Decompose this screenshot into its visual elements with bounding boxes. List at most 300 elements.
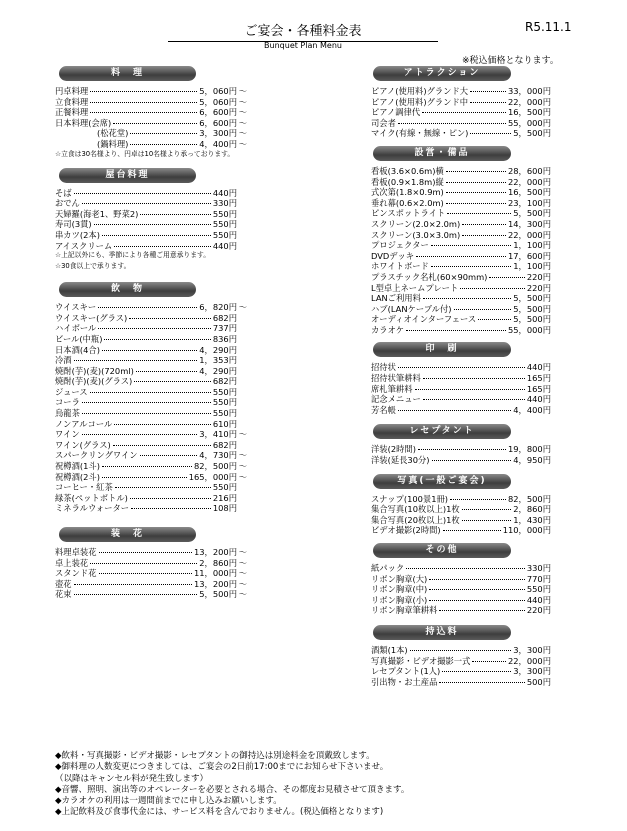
item-name: コーラ bbox=[55, 397, 80, 408]
price-row bbox=[55, 117, 247, 128]
price-row bbox=[371, 207, 551, 218]
dot-leader bbox=[129, 318, 211, 319]
price-from-mark: ～ bbox=[238, 117, 247, 128]
dot-leader bbox=[472, 661, 506, 662]
price-from-mark: ～ bbox=[238, 86, 247, 96]
price-row bbox=[55, 85, 247, 96]
price-from-mark: ～ bbox=[238, 138, 247, 149]
price-row bbox=[371, 250, 551, 261]
item-price: 11，000円 bbox=[194, 568, 237, 579]
dot-leader bbox=[439, 682, 524, 683]
price-row bbox=[371, 303, 551, 314]
menu-section bbox=[371, 342, 551, 414]
dot-leader bbox=[98, 307, 197, 308]
page-subtitle: Bunquet Plan Menu bbox=[264, 41, 342, 50]
item-name: ワイン(グラス) bbox=[55, 439, 111, 450]
item-price: 440円 bbox=[212, 240, 237, 251]
item-price: 33，000円 bbox=[508, 86, 551, 96]
item-name: カラオケ bbox=[371, 324, 405, 335]
item-name: (松花堂) bbox=[97, 128, 129, 139]
price-row bbox=[55, 208, 247, 219]
section-header: 飲 物 bbox=[59, 282, 196, 297]
dot-leader bbox=[398, 123, 506, 124]
price-row bbox=[371, 96, 551, 107]
item-name: ビデオ撮影(2時間) bbox=[371, 525, 441, 536]
dot-leader bbox=[99, 552, 193, 553]
dot-leader bbox=[446, 182, 506, 183]
item-name: 看板(3.6×0.6m)横 bbox=[371, 165, 444, 176]
item-name: 紙パック bbox=[371, 563, 405, 573]
item-name: 料理卓装花 bbox=[55, 547, 97, 557]
dot-leader bbox=[478, 319, 511, 320]
price-row bbox=[55, 138, 247, 149]
dot-leader bbox=[429, 600, 525, 601]
item-price: 55，000円 bbox=[508, 117, 551, 128]
price-row bbox=[371, 239, 551, 250]
price-from-mark: ～ bbox=[238, 107, 247, 118]
price-row bbox=[371, 583, 551, 594]
dot-leader bbox=[447, 213, 511, 214]
item-price: 440円 bbox=[526, 362, 551, 373]
dot-leader bbox=[462, 235, 506, 236]
price-row bbox=[371, 524, 551, 535]
price-row bbox=[55, 449, 247, 460]
item-price: 1，100円 bbox=[513, 261, 551, 272]
item-name: ピアノ(使用料)グランド中 bbox=[371, 96, 469, 107]
price-row bbox=[55, 502, 247, 513]
dot-leader bbox=[432, 460, 512, 461]
dot-leader bbox=[398, 367, 525, 368]
menu-section bbox=[55, 66, 315, 160]
item-name: ワイン bbox=[55, 429, 80, 440]
price-row bbox=[55, 240, 247, 251]
item-price: 330円 bbox=[212, 198, 237, 209]
dot-leader bbox=[470, 91, 506, 92]
section-note: ☆上記以外にも、季節により各種ご用意承ります。 bbox=[55, 251, 211, 260]
dot-leader bbox=[460, 288, 525, 289]
item-name: アイスクリーム bbox=[55, 240, 113, 251]
item-name: 烏龍茶 bbox=[55, 408, 80, 419]
dot-leader bbox=[140, 455, 198, 456]
item-name: 焼酎(芋)(麦)(グラス) bbox=[55, 376, 133, 387]
item-name: おでん bbox=[55, 198, 80, 209]
item-name: レセプタント(1人) bbox=[371, 666, 441, 677]
section-header: 設営・備品 bbox=[373, 146, 511, 161]
item-price: 14，300円 bbox=[508, 218, 551, 229]
price-row bbox=[371, 127, 551, 138]
price-row bbox=[55, 106, 247, 117]
price-row bbox=[371, 604, 551, 615]
item-price: 22，000円 bbox=[508, 655, 551, 666]
price-row bbox=[371, 644, 551, 655]
item-price: 55，000円 bbox=[508, 324, 551, 335]
item-price: 1，430円 bbox=[513, 514, 551, 525]
item-price: 108円 bbox=[212, 503, 237, 514]
item-price: 22，000円 bbox=[508, 96, 551, 107]
dot-leader bbox=[90, 563, 197, 564]
dot-leader bbox=[416, 256, 506, 257]
dot-leader bbox=[99, 573, 193, 574]
dot-leader bbox=[470, 133, 511, 134]
item-name: 洋装(2時間) bbox=[371, 444, 416, 455]
price-row bbox=[55, 492, 247, 503]
price-row bbox=[55, 365, 247, 376]
price-row bbox=[371, 292, 551, 303]
item-name: 招待状筆耕料 bbox=[371, 373, 421, 384]
price-row bbox=[55, 312, 247, 323]
price-row bbox=[55, 127, 247, 138]
dot-leader bbox=[462, 224, 506, 225]
item-name: ハブ(LANケーブル付) bbox=[371, 303, 452, 314]
item-name: ピンスポットライト bbox=[371, 208, 446, 219]
item-name: プロジェクター bbox=[371, 240, 429, 251]
price-from-mark: ～ bbox=[238, 578, 247, 589]
dot-leader bbox=[74, 594, 198, 595]
item-name: 冷酒 bbox=[55, 355, 72, 366]
item-name: スナップ(100景1冊) bbox=[371, 493, 449, 504]
price-row bbox=[55, 322, 247, 333]
item-name: 洋装(延長30分) bbox=[371, 455, 430, 466]
price-row bbox=[371, 282, 551, 293]
section-header: 印 刷 bbox=[373, 342, 511, 357]
price-row bbox=[55, 481, 247, 492]
dot-leader bbox=[442, 671, 511, 672]
dot-leader bbox=[74, 193, 211, 194]
right-column bbox=[371, 66, 551, 686]
dot-leader bbox=[130, 144, 197, 145]
price-row bbox=[55, 460, 247, 471]
item-name: コーヒー・紅茶 bbox=[55, 482, 113, 493]
item-price: 6，600円 bbox=[199, 107, 237, 118]
price-from-mark: ～ bbox=[238, 547, 247, 557]
left-column bbox=[55, 66, 315, 599]
menu-section bbox=[371, 625, 551, 686]
item-name: ピアノ(使用料)グランド大 bbox=[371, 86, 469, 96]
price-from-mark: ～ bbox=[238, 302, 247, 313]
dot-leader bbox=[429, 579, 525, 580]
price-row bbox=[371, 117, 551, 128]
price-row bbox=[371, 514, 551, 525]
dot-leader bbox=[439, 610, 524, 611]
footer-line: ◆飲料・写真撮影・ビデオ撮影・レセプタントの御持込は別途料金を頂戴致します。 bbox=[55, 751, 375, 761]
section-header: 料 理 bbox=[59, 66, 196, 81]
menu-section bbox=[371, 66, 551, 138]
item-name: 酒類(1本) bbox=[371, 644, 408, 655]
price-row bbox=[55, 197, 247, 208]
dot-leader bbox=[423, 378, 525, 379]
item-name: ピアノ調律代 bbox=[371, 107, 421, 118]
dot-leader bbox=[415, 389, 525, 390]
item-price: 165円 bbox=[526, 373, 551, 384]
price-from-mark: ～ bbox=[238, 128, 247, 139]
item-name: 垂れ幕(0.6×2.0m) bbox=[371, 197, 444, 208]
price-row bbox=[55, 578, 247, 589]
dot-leader bbox=[130, 498, 211, 499]
item-name: 壺花 bbox=[55, 578, 72, 589]
price-row bbox=[371, 106, 551, 117]
item-price: 4，950円 bbox=[513, 455, 551, 466]
price-row bbox=[371, 454, 551, 465]
price-row bbox=[371, 165, 551, 176]
item-price: 6，820円 bbox=[199, 302, 237, 313]
item-name: ビール(中瓶) bbox=[55, 333, 103, 344]
item-name: 写真撮影・ビデオ撮影一式 bbox=[371, 655, 471, 666]
item-price: 682円 bbox=[212, 312, 237, 323]
item-name: そば bbox=[55, 187, 72, 198]
dot-leader bbox=[113, 445, 211, 446]
price-row bbox=[371, 85, 551, 96]
item-price: 770円 bbox=[526, 573, 551, 584]
price-row bbox=[371, 665, 551, 676]
item-name: オーディオインターフェース bbox=[371, 314, 477, 325]
section-note: ☆30食以上で承ります。 bbox=[55, 262, 131, 271]
section-header: 持込料 bbox=[373, 625, 511, 640]
section-header: 装 花 bbox=[59, 527, 196, 542]
item-price: 165，000円 bbox=[188, 471, 237, 482]
price-row bbox=[55, 187, 247, 198]
price-row bbox=[371, 186, 551, 197]
price-row bbox=[55, 386, 247, 397]
section-header: 屋台料理 bbox=[59, 168, 196, 183]
menu-section bbox=[371, 474, 551, 535]
item-name: マイク(有線・無線・ピン) bbox=[371, 128, 469, 139]
price-row bbox=[371, 271, 551, 282]
item-price: 220円 bbox=[526, 605, 551, 616]
item-name: 引出物・お土産品 bbox=[371, 676, 438, 687]
item-price: 550円 bbox=[212, 397, 237, 408]
dot-leader bbox=[423, 399, 525, 400]
item-name: 緑茶(ペットボトル) bbox=[55, 492, 128, 503]
item-name: 天婦羅(海老1、野菜2) bbox=[55, 208, 139, 219]
price-row bbox=[371, 503, 551, 514]
item-name: リボン胸章(中) bbox=[371, 584, 428, 595]
item-price: 610円 bbox=[212, 418, 237, 429]
item-name: DVDデッキ bbox=[371, 250, 415, 261]
item-price: 550円 bbox=[212, 219, 237, 230]
dot-leader bbox=[90, 102, 197, 103]
item-price: 5，060円 bbox=[199, 96, 237, 107]
item-price: 330円 bbox=[526, 563, 551, 573]
item-name: 司会者 bbox=[371, 117, 396, 128]
item-name: 立食料理 bbox=[55, 96, 89, 107]
price-row bbox=[371, 372, 551, 383]
item-name: (鍋料理) bbox=[97, 138, 129, 149]
dot-leader bbox=[113, 123, 197, 124]
dot-leader bbox=[102, 477, 187, 478]
item-price: 13，200円 bbox=[194, 547, 237, 557]
dot-leader bbox=[90, 91, 197, 92]
footer-line: ◆カラオケの利用は一週間前までに申し込みお願いします。 bbox=[55, 796, 282, 807]
item-price: 5，500円 bbox=[513, 314, 551, 325]
item-name: リボン胸章(大) bbox=[371, 573, 428, 584]
item-price: 3，300円 bbox=[513, 644, 551, 655]
item-name: 円卓料理 bbox=[55, 86, 89, 96]
price-row bbox=[55, 96, 247, 107]
item-name: 焼酎(芋)(麦)(720ml) bbox=[55, 365, 134, 376]
item-name: LANご利用料 bbox=[371, 293, 421, 304]
item-name: プラスチック名札(60×90mm) bbox=[371, 271, 488, 282]
item-name: ジュース bbox=[55, 386, 88, 397]
price-row bbox=[55, 229, 247, 240]
price-row bbox=[371, 361, 551, 372]
item-price: 82，500円 bbox=[194, 461, 237, 472]
price-row bbox=[55, 218, 247, 229]
item-price: 3，300円 bbox=[513, 666, 551, 677]
item-price: 220円 bbox=[526, 282, 551, 293]
item-price: 4，290円 bbox=[199, 344, 237, 355]
price-row bbox=[371, 562, 551, 573]
item-name: スパークリングワイン bbox=[55, 450, 138, 461]
item-name: 記念メニュー bbox=[371, 394, 421, 405]
dot-leader bbox=[470, 102, 506, 103]
item-price: 165円 bbox=[526, 383, 551, 394]
dot-leader bbox=[406, 568, 525, 569]
item-price: 2，860円 bbox=[199, 557, 237, 568]
price-from-mark: ～ bbox=[238, 429, 247, 440]
dot-leader bbox=[423, 298, 511, 299]
price-row bbox=[55, 333, 247, 344]
item-price: 5，500円 bbox=[513, 208, 551, 219]
dot-leader bbox=[114, 246, 211, 247]
item-price: 682円 bbox=[212, 376, 237, 387]
item-price: 682円 bbox=[212, 439, 237, 450]
item-price: 4，400円 bbox=[513, 404, 551, 415]
price-row bbox=[55, 567, 247, 578]
price-row bbox=[371, 594, 551, 605]
price-row bbox=[55, 428, 247, 439]
item-price: 13，200円 bbox=[194, 578, 237, 589]
dot-leader bbox=[429, 589, 525, 590]
dot-leader bbox=[406, 330, 506, 331]
menu-section bbox=[55, 527, 315, 599]
section-header: レセプタント bbox=[373, 424, 511, 439]
section-header: その他 bbox=[373, 543, 511, 558]
footer-line: ◆御料理の人数変更につきましては、ご宴会の2日前17:00までにお知らせ下さいませ。 bbox=[55, 762, 389, 773]
item-price: 3，410円 bbox=[199, 429, 237, 440]
item-price: 22，000円 bbox=[508, 229, 551, 240]
item-price: 5，500円 bbox=[199, 589, 237, 600]
item-price: 220円 bbox=[526, 271, 551, 282]
revision-date: R5.11.1 bbox=[525, 20, 572, 34]
item-name: スタンド花 bbox=[55, 568, 97, 579]
dot-leader bbox=[130, 133, 197, 134]
item-price: 110，000円 bbox=[502, 525, 551, 536]
item-price: 16，500円 bbox=[508, 187, 551, 198]
dot-leader bbox=[82, 402, 211, 403]
price-row bbox=[55, 557, 247, 568]
menu-section bbox=[371, 424, 551, 464]
price-row bbox=[371, 404, 551, 415]
dot-leader bbox=[398, 410, 511, 411]
dot-leader bbox=[140, 214, 210, 215]
item-price: 2，860円 bbox=[513, 504, 551, 515]
item-name: スクリーン(2.0×2.0m) bbox=[371, 218, 461, 229]
item-name: ウイスキー(グラス) bbox=[55, 312, 128, 323]
item-name: 日本料理(会席) bbox=[55, 117, 112, 128]
item-price: 550円 bbox=[526, 584, 551, 595]
dot-leader bbox=[418, 449, 506, 450]
item-name: 祝樽酒(2斗) bbox=[55, 471, 100, 482]
price-row bbox=[371, 176, 551, 187]
price-row bbox=[55, 354, 247, 365]
item-name: 看板(0.9×1.8m)縦 bbox=[371, 176, 444, 187]
item-price: 82，500円 bbox=[508, 493, 551, 504]
footer-line: ◆音響、照明、演出等のオペレーターを必要とされる場合、その都度お見積させて頂きます。 bbox=[55, 784, 410, 795]
price-row bbox=[55, 407, 247, 418]
item-name: L型卓上ネームプレート bbox=[371, 282, 459, 293]
dot-leader bbox=[102, 466, 192, 467]
item-price: 5，060円 bbox=[199, 86, 237, 96]
item-name: ノンアルコール bbox=[55, 418, 113, 429]
dot-leader bbox=[82, 203, 211, 204]
price-row bbox=[371, 573, 551, 584]
item-price: 22，000円 bbox=[508, 176, 551, 187]
price-row bbox=[55, 471, 247, 482]
footer-notes bbox=[55, 751, 409, 819]
price-row bbox=[55, 344, 247, 355]
item-price: 4，730円 bbox=[199, 450, 237, 461]
dot-leader bbox=[82, 413, 211, 414]
item-name: スクリーン(3.0×3.0m) bbox=[371, 229, 461, 240]
dot-leader bbox=[136, 371, 197, 372]
price-from-mark: ～ bbox=[238, 589, 247, 600]
item-price: 216円 bbox=[212, 492, 237, 503]
price-row bbox=[371, 313, 551, 324]
dot-leader bbox=[489, 277, 524, 278]
dot-leader bbox=[134, 381, 211, 382]
item-name: 寿司(3貫) bbox=[55, 219, 92, 230]
item-price: 737円 bbox=[212, 323, 237, 334]
item-price: 23，100円 bbox=[508, 197, 551, 208]
dot-leader bbox=[431, 266, 511, 267]
price-row bbox=[371, 218, 551, 229]
item-name: 式次第(1.8×0.9m) bbox=[371, 187, 444, 198]
item-price: 550円 bbox=[212, 208, 237, 219]
price-row bbox=[371, 393, 551, 404]
item-price: 440円 bbox=[212, 187, 237, 198]
item-price: 1，100円 bbox=[513, 240, 551, 251]
menu-section bbox=[371, 146, 551, 335]
item-price: 4，290円 bbox=[199, 365, 237, 376]
dot-leader bbox=[90, 112, 197, 113]
dot-leader bbox=[74, 360, 198, 361]
dot-leader bbox=[450, 499, 506, 500]
price-row bbox=[55, 375, 247, 386]
item-price: 500円 bbox=[526, 676, 551, 687]
dot-leader bbox=[102, 350, 197, 351]
dot-leader bbox=[98, 328, 211, 329]
price-from-mark: ～ bbox=[238, 557, 247, 568]
price-row bbox=[371, 383, 551, 394]
item-price: 550円 bbox=[212, 482, 237, 493]
dot-leader bbox=[104, 339, 210, 340]
item-price: 4，400円 bbox=[199, 138, 237, 149]
item-price: 17，600円 bbox=[508, 250, 551, 261]
dot-leader bbox=[131, 508, 211, 509]
item-price: 16，500円 bbox=[508, 107, 551, 118]
item-price: 1，353円 bbox=[199, 355, 237, 366]
menu-section bbox=[371, 543, 551, 615]
item-name: 招待状 bbox=[371, 362, 396, 373]
price-row bbox=[371, 260, 551, 271]
item-name: 席札筆耕料 bbox=[371, 383, 413, 394]
footer-line: （以降はキャンセル料が発生致します） bbox=[55, 773, 209, 784]
price-from-mark: ～ bbox=[238, 471, 247, 482]
dot-leader bbox=[114, 424, 211, 425]
dot-leader bbox=[443, 530, 501, 531]
dot-leader bbox=[462, 520, 512, 521]
item-name: ハイボール bbox=[55, 323, 97, 334]
